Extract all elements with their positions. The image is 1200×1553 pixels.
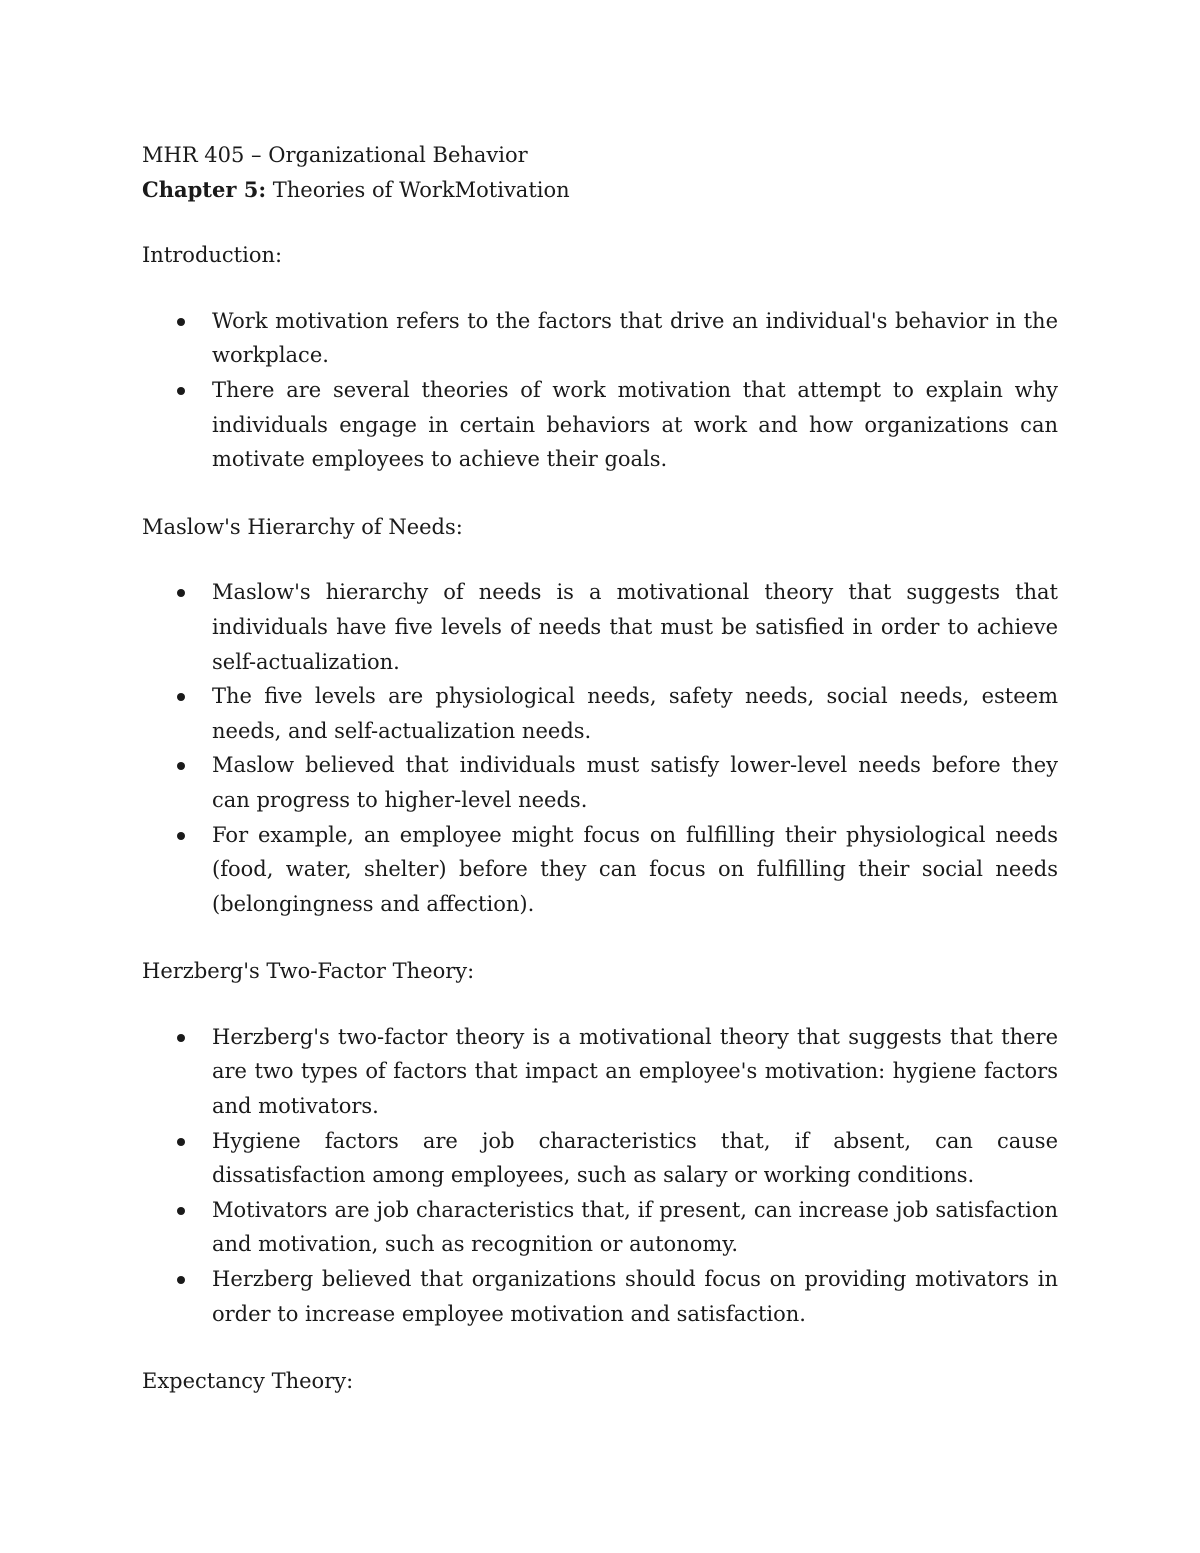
section-maslow (142, 510, 1058, 922)
chapter-name: Theories of WorkMotivation (266, 177, 570, 202)
section-heading: Introduction: (142, 243, 283, 268)
bullet-item: Work motivation refers to the factors that drive an individual's behavior in the workplace. (142, 304, 1058, 373)
section-expectancy (142, 1364, 1058, 1399)
bullet-item: Maslow's hierarchy of needs is a motivational theory that suggests that individuals have five levels of needs that must be satisfied in order to achieve self-actualization. (142, 575, 1058, 679)
bullet-item: There are several theories of work motivation that attempt to explain why individuals engage in certain behaviors at work and how organizations can motivate employees to achieve their goals. (142, 373, 1058, 477)
bullet-list (142, 1020, 1058, 1331)
bullet-item: The five levels are physiological needs, safety needs, social needs, esteem needs, and self-actualization needs. (142, 679, 1058, 748)
bullet-item: Herzberg's two-factor theory is a motivational theory that suggests that there are two types of factors that impact an employee's motivation: hygiene factors and motivators. (142, 1020, 1058, 1124)
section-heading: Herzberg's Two-Factor Theory: (142, 959, 475, 984)
chapter-label: Chapter 5: (142, 176, 267, 202)
bullet-item: Maslow believed that individuals must satisfy lower-level needs before they can progress to higher-level needs. (142, 748, 1058, 817)
section-heading: Expectancy Theory: (142, 1369, 354, 1394)
bullet-list (142, 575, 1058, 921)
bullet-item: Herzberg believed that organizations should focus on providing motivators in order to increase employee motivation and satisfaction. (142, 1262, 1058, 1331)
bullet-item: Hygiene factors are job characteristics that, if absent, can cause dissatisfaction among employees, such as salary or working conditions. (142, 1124, 1058, 1193)
section-herzberg (142, 954, 1058, 1331)
section-heading: Maslow's Hierarchy of Needs: (142, 514, 463, 539)
chapter-title (142, 173, 1058, 208)
document-page (142, 138, 1058, 1432)
bullet-item: For example, an employee might focus on fulfilling their physiological needs (food, water, shelter) before they can focus on fulfilling their social needs (belongingness and affection). (142, 818, 1058, 922)
course-title: MHR 405 – Organizational Behavior (142, 143, 528, 167)
bullet-list (142, 304, 1058, 477)
bullet-item: Motivators are job characteristics that, if present, can increase job satisfaction and motivation, such as recognition or autonomy. (142, 1193, 1058, 1262)
section-introduction (142, 238, 1058, 477)
